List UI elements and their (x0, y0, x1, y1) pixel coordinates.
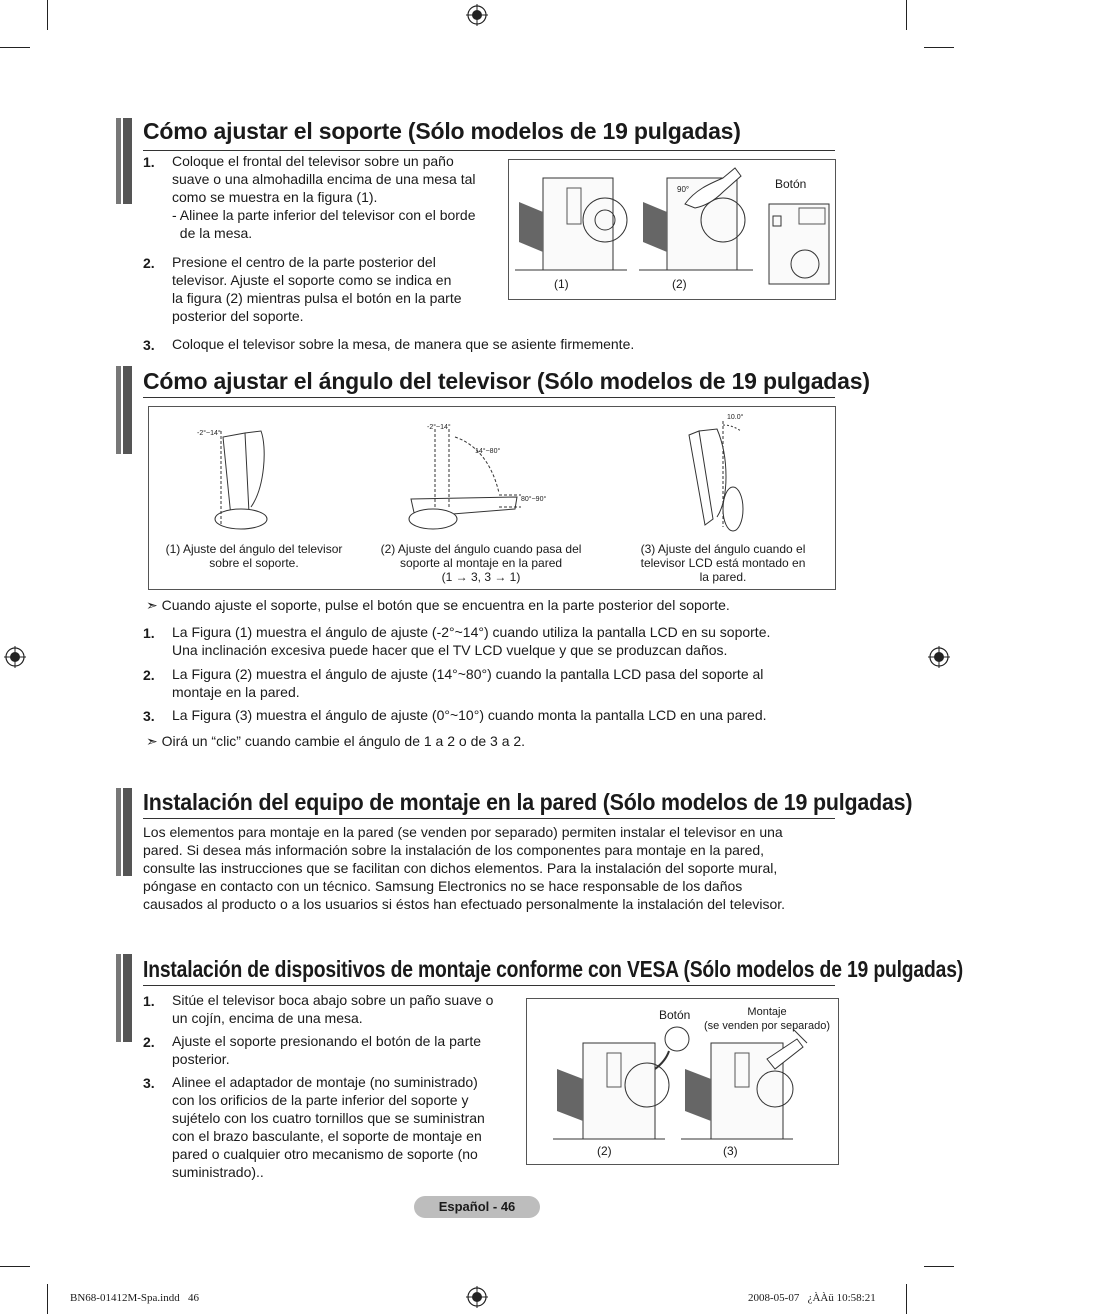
section-rule (143, 985, 835, 986)
registration-mark-icon (466, 1286, 488, 1308)
svg-text:80°~90°: 80°~90° (521, 496, 547, 503)
figure-label: (2) (672, 277, 687, 291)
section-marker (116, 118, 132, 204)
step-number: 2. (143, 1034, 155, 1050)
section-marker (116, 788, 132, 876)
figure-caption: (2) Ajuste del ángulo cuando pasa del soporte al montaje en la pared (1 → 3, 3 → 1) (380, 542, 582, 584)
svg-text:14°~80°: 14°~80° (475, 448, 501, 455)
footer-left: BN68-01412M-Spa.indd 46 (70, 1292, 199, 1304)
step-text: Coloque el frontal del televisor sobre un paño suave o una almohadilla encima de una mesa tal como se muestra en la figura (1). - Alinee la parte inferior del televisor con el borde de la mesa. (172, 153, 476, 241)
step-number: 1. (143, 993, 155, 1009)
step-text: Sitúe el televisor boca abajo sobre un paño suave o un cojín, encima de una mesa. (172, 992, 494, 1026)
page-number-badge: Español - 46 (414, 1196, 540, 1218)
figure-label: (2) (597, 1144, 612, 1158)
step-text: Presione el centro de la parte posterior del televisor. Ajuste el soporte como se indica en la figura (2) mientras pulsa el botón en la parte posterior del soporte. (172, 254, 462, 324)
section-rule (143, 150, 835, 151)
figure-label: Montaje (se venden por separado) (704, 1006, 830, 1032)
section4-title: Instalación de dispositivos de montaje conforme con VESA (Sólo modelos de 19 pulgadas) (143, 956, 964, 982)
figure-caption: (3) Ajuste del ángulo cuando el televisor LCD está montado en la pared. (640, 542, 806, 584)
section-rule (143, 818, 835, 819)
step-text: La Figura (1) muestra el ángulo de ajuste (-2°~14°) cuando utiliza la pantalla LCD en su soporte. Una inclinación excesiva puede hacer que el TV LCD vuelque y que se produzcan daños. (172, 624, 771, 658)
note-text: ➣ Oirá un “clic” cuando cambie el ángulo de 1 a 2 o de 3 a 2. (146, 733, 526, 749)
svg-text:-2°~14°: -2°~14° (427, 424, 451, 431)
figure-label: Botón (775, 177, 807, 191)
section2-title: Cómo ajustar el ángulo del televisor (Sólo modelos de 19 pulgadas) (143, 368, 870, 394)
step-number: 3. (143, 1075, 155, 1091)
step-number: 2. (143, 255, 155, 271)
step-number: 3. (143, 337, 155, 353)
step-text: La Figura (2) muestra el ángulo de ajuste (14°~80°) cuando la pantalla LCD pasa del soporte al montaje en la pared. (172, 666, 764, 700)
svg-text:10.0°: 10.0° (727, 414, 744, 421)
section-marker (116, 954, 132, 1042)
step-text: Ajuste el soporte presionando el botón de la parte posterior. (172, 1033, 481, 1067)
figure-angle-adjust (148, 406, 836, 590)
figure-caption: (1) Ajuste del ángulo del televisor sobre el soporte. (165, 542, 343, 570)
step-text: Alinee el adaptador de montaje (no suministrado) con los orificios de la parte inferior del soporte y sujételo con los cuatro tornillos que se suministran con el brazo basculante, el soporte de montaje en pared o cualquier otro mecanismo de soporte (no suministrado).. (172, 1074, 485, 1180)
registration-mark-icon (466, 4, 488, 26)
figure-stand-adjust (508, 159, 836, 300)
footer-right: 2008-05-07 ¿ÀÀü 10:58:21 (748, 1292, 876, 1304)
step-number: 3. (143, 708, 155, 724)
step-text: La Figura (3) muestra el ángulo de ajuste (0°~10°) cuando monta la pantalla LCD en una pared. (172, 707, 767, 723)
figure-label: (1) (554, 277, 569, 291)
section-marker (116, 366, 132, 454)
registration-mark-icon (4, 646, 26, 668)
body-paragraph: Los elementos para montaje en la pared (se venden por separado) permiten instalar el televisor en una pared. Si desea más información sobre la instalación de los componentes para montaje en la pared, consulte las instrucciones que se facilitan con dichos elementos. Para la instalación del soporte mural, póngase en contacto con un técnico. Samsung Electronics no se hace responsable de los daños causados al producto o a los usuarios si éstos han efectuado personalmente la instalación del televisor. (143, 824, 786, 912)
figure-label: (3) (723, 1144, 738, 1158)
section3-title: Instalación del equipo de montaje en la pared (Sólo modelos de 19 pulgadas) (143, 789, 913, 815)
step-number: 2. (143, 667, 155, 683)
figure-vesa-mount (526, 998, 839, 1165)
registration-mark-icon (928, 646, 950, 668)
step-number: 1. (143, 625, 155, 641)
svg-text:90°: 90° (677, 185, 690, 194)
step-number: 1. (143, 154, 155, 170)
section1-title: Cómo ajustar el soporte (Sólo modelos de 19 pulgadas) (143, 118, 741, 144)
section-rule (143, 397, 835, 398)
figure-label: Botón (659, 1008, 691, 1022)
note-text: ➣ Cuando ajuste el soporte, pulse el botón que se encuentra en la parte posterior del soporte. (146, 597, 730, 613)
step-text: Coloque el televisor sobre la mesa, de manera que se asiente firmemente. (172, 336, 635, 352)
svg-text:-2°~14°: -2°~14° (197, 430, 221, 437)
